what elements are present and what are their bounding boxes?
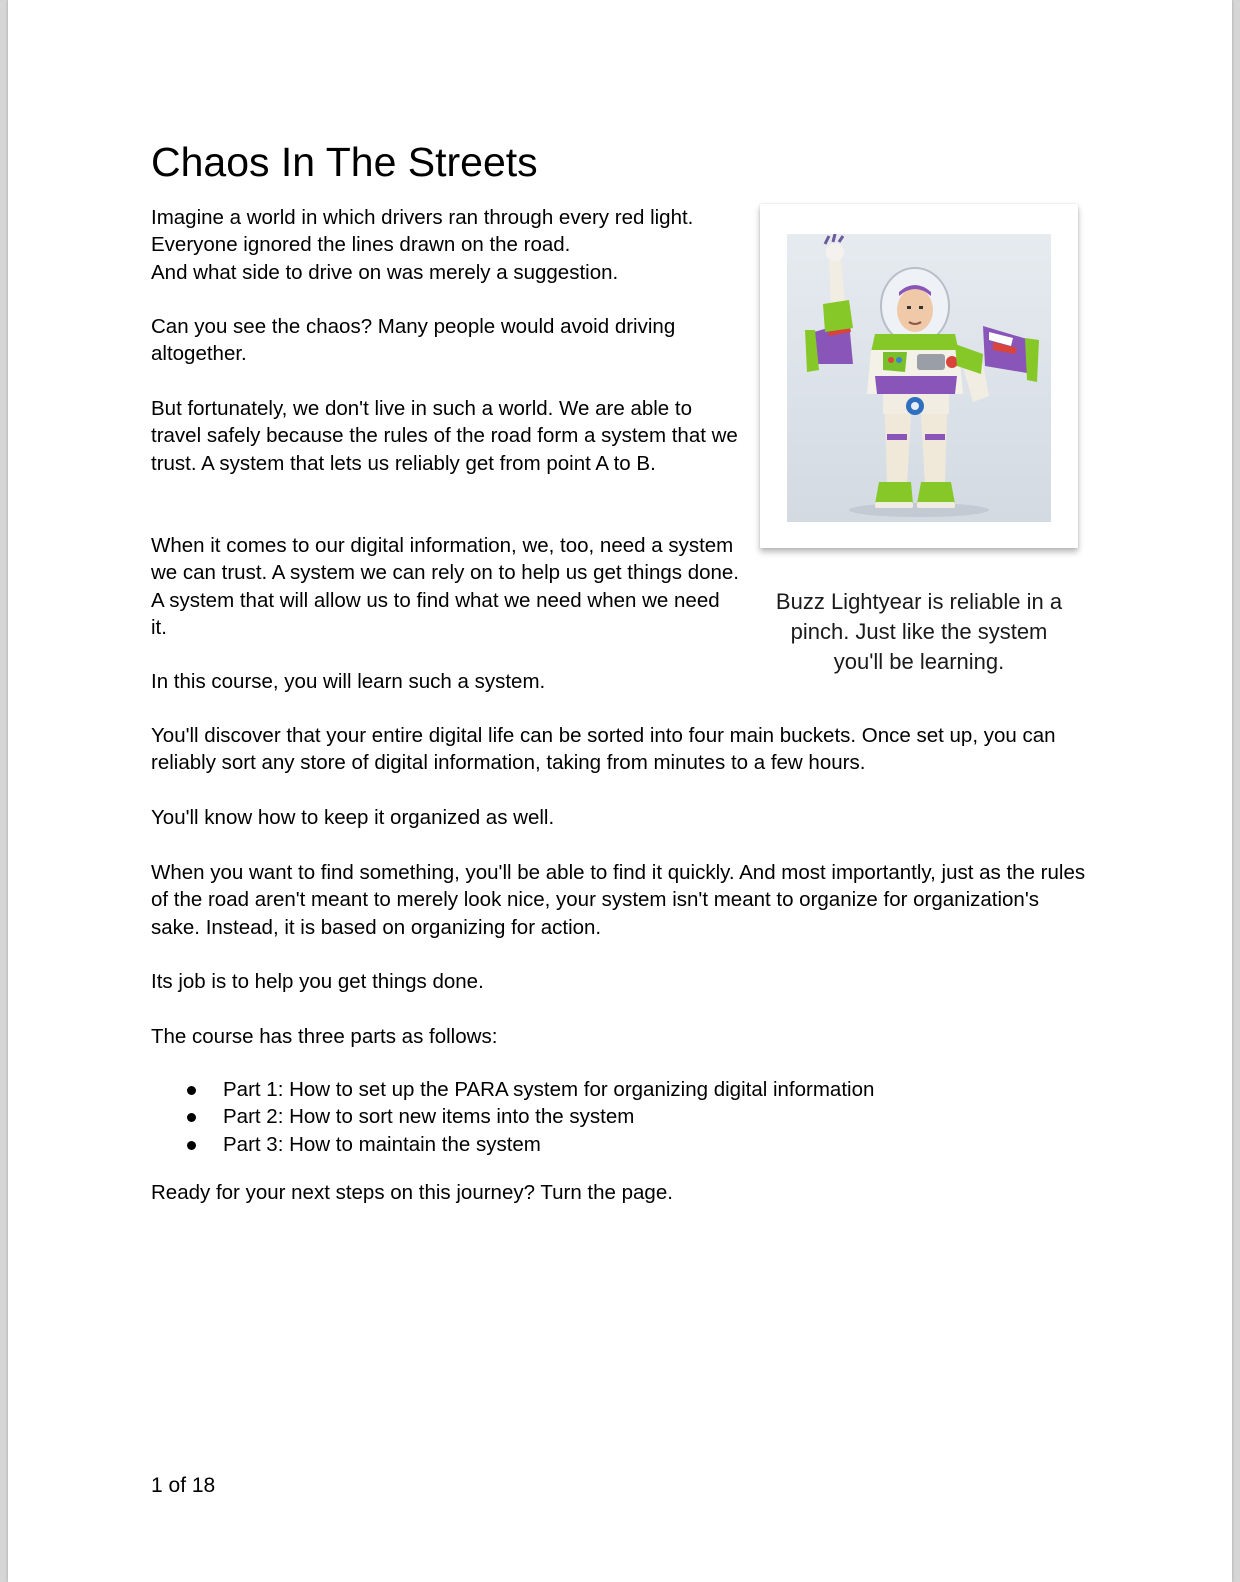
- paragraph-chaos: Can you see the chaos? Many people would avoid driving altogether.: [151, 315, 676, 366]
- parts-list: [151, 1076, 1111, 1158]
- intro-line: Imagine a world in which drivers ran through every red light.: [151, 206, 694, 229]
- document-page: [8, 0, 1232, 1582]
- bullet-icon: [187, 1113, 196, 1122]
- page-number: 1 of 18: [151, 1474, 216, 1497]
- paragraph-ready: Ready for your next steps on this journey? Turn the page.: [151, 1181, 673, 1204]
- caption-line: you'll be learning.: [833, 649, 1005, 674]
- paragraph-find-quickly: When you want to find something, you'll be able to find it quickly. And most importantly, just as the rules of the road aren't meant to merely look nice, your system isn't meant to organize for organization's sake. Instead, it is based on organizing for action.: [151, 861, 1086, 939]
- list-item: [151, 1103, 1111, 1130]
- list-item: [151, 1131, 1111, 1158]
- photo-caption: [760, 587, 1078, 677]
- intro-line: And what side to drive on was merely a suggestion.: [151, 260, 619, 284]
- paragraph-fortunately: But fortunately, we don't live in such a world. We are able to travel safely because the rules of the road form a system that we trust. A system that lets us reliably get from point A to B.: [151, 397, 738, 475]
- paragraph-job: Its job is to help you get things done.: [151, 970, 484, 993]
- list-item-text: Part 1: How to set up the PARA system for organizing digital information: [223, 1078, 875, 1101]
- list-item-text: Part 2: How to sort new items into the system: [223, 1105, 635, 1129]
- buzz-lightyear-photo: [760, 204, 1078, 548]
- buzz-lightyear-image: [787, 234, 1051, 522]
- paragraph-keep-organized: You'll know how to keep it organized as well.: [151, 806, 555, 829]
- paragraph-digital-information: When it comes to our digital information, we, too, need a system we can trust. A system we can rely on to help us get things done. A system that will allow us to find what we need when we need it.: [151, 534, 739, 639]
- list-item-text: Part 3: How to maintain the system: [223, 1132, 541, 1156]
- paragraph-discover: You'll discover that your entire digital life can be sorted into four main buckets. Once set up, you can reliably sort any store of digital information, taking from minutes to a few hours.: [151, 724, 1056, 775]
- paragraph-parts-intro: The course has three parts as follows:: [151, 1025, 498, 1048]
- list-item: [151, 1076, 1111, 1103]
- caption-line: pinch. Just like the system: [790, 619, 1048, 644]
- intro-line: Everyone ignored the lines drawn on the road.: [151, 233, 571, 257]
- paragraph-course: In this course, you will learn such a system.: [151, 670, 546, 693]
- caption-line: Buzz Lightyear is reliable in a: [775, 589, 1063, 614]
- intro-paragraph: [151, 204, 741, 286]
- bullet-icon: [187, 1086, 196, 1095]
- page-title: Chaos In The Streets: [151, 139, 538, 185]
- bullet-icon: [187, 1141, 196, 1150]
